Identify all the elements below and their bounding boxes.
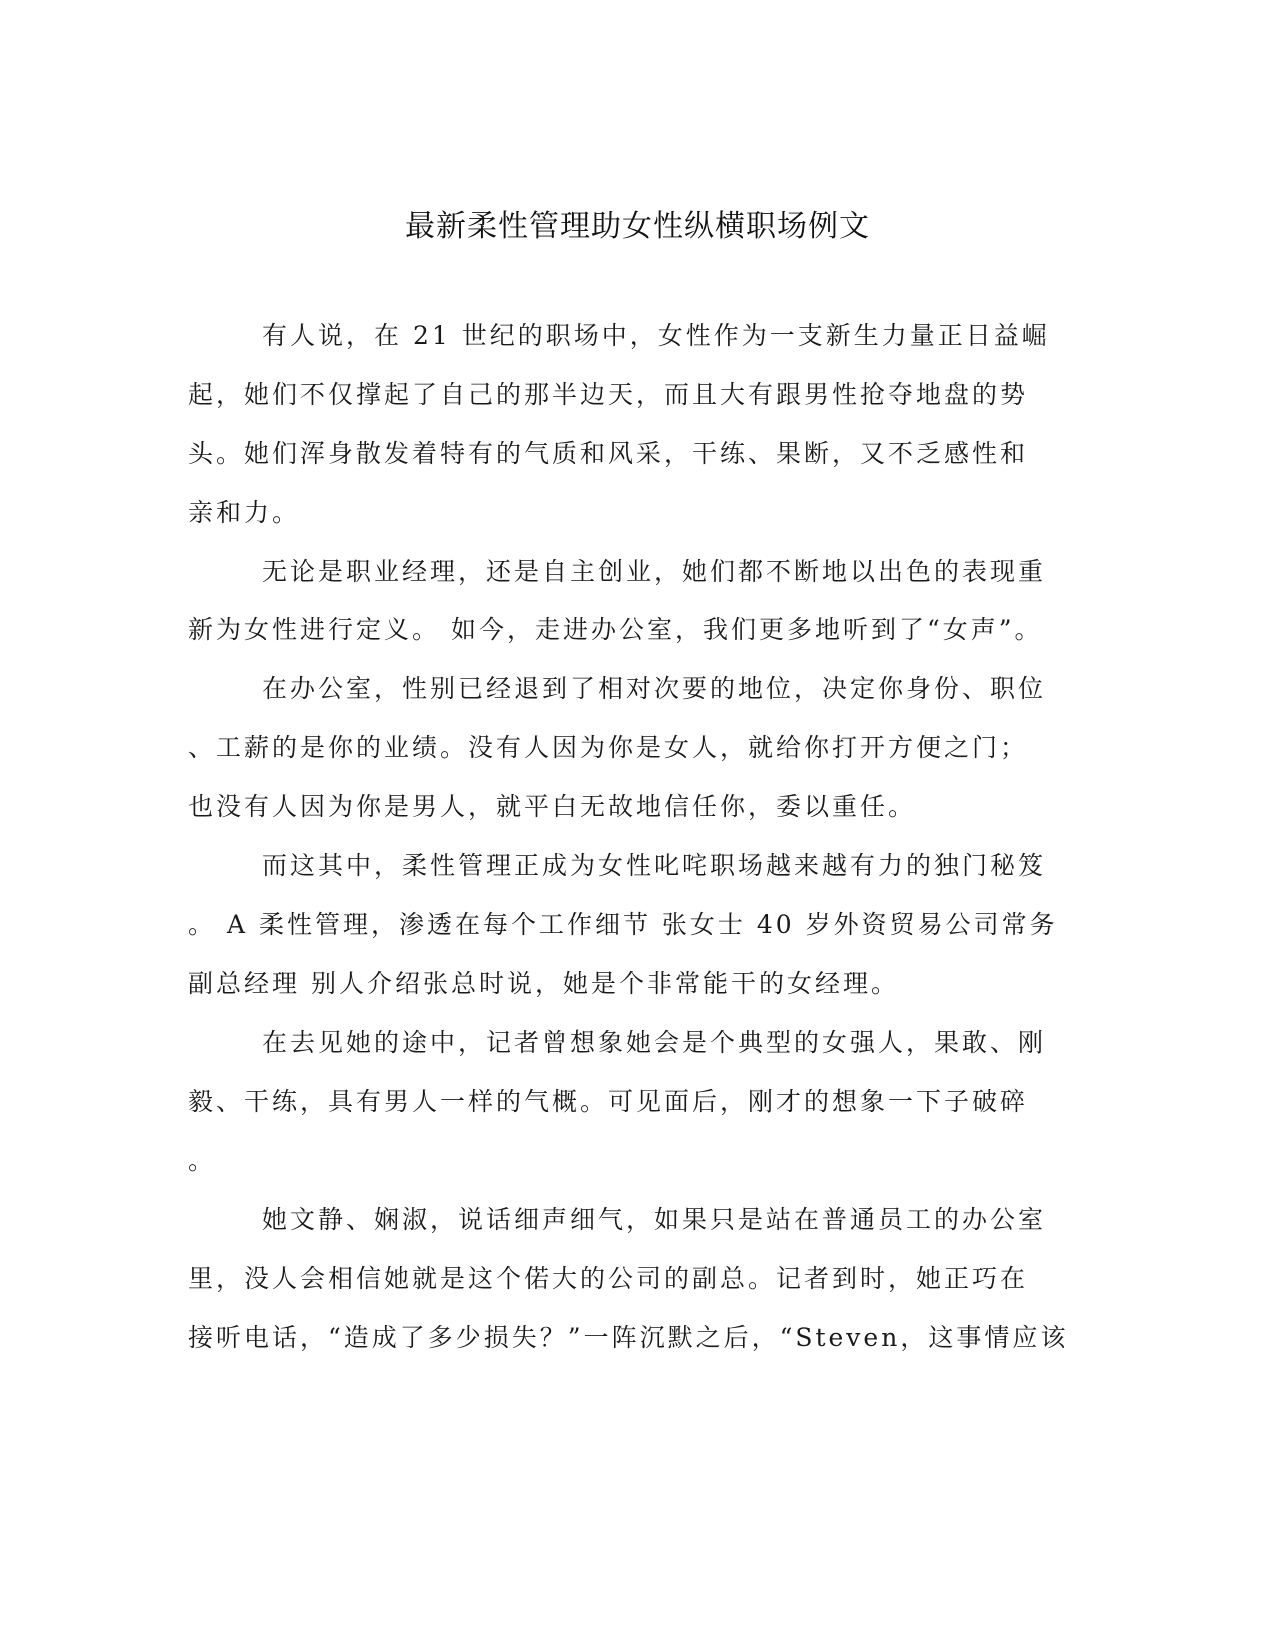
- text-line: 无论是职业经理，还是自主创业，她们都不断地以出色的表现重: [262, 557, 1047, 586]
- text-line: 头。她们浑身散发着特有的气质和风采，干练、果断，又不乏感性和: [188, 439, 1029, 468]
- text-line: 起，她们不仅撑起了自己的那半边天，而且大有跟男性抢夺地盘的势: [188, 380, 1029, 409]
- text-line: 接听电话，“造成了多少损失？”一阵沉默之后，“Steven，这事情应该: [188, 1323, 1069, 1352]
- text-line: 有人说，在 21 世纪的职场中，女性作为一支新生力量正日益崛: [262, 321, 1050, 350]
- text-line: 在办公室，性别已经退到了相对次要的地位，决定你身份、职位: [262, 674, 1047, 703]
- text-line: 、工薪的是你的业绩。没有人因为你是女人，就给你打开方便之门；: [188, 733, 1029, 762]
- text-line: 新为女性进行定义。 如今，走进办公室，我们更多地听到了“女声”。: [188, 615, 1043, 644]
- text-line: 亲和力。: [188, 498, 301, 527]
- text-line: 毅、干练，具有男人一样的气概。可见面后，刚才的想象一下子破碎: [188, 1087, 1029, 1116]
- text-line: 在去见她的途中，记者曾想象她会是个典型的女强人，果敢、刚: [262, 1028, 1047, 1057]
- text-line: 里，没人会相信她就是这个偌大的公司的副总。记者到时，她正巧在: [188, 1264, 1029, 1293]
- text-line: 也没有人因为你是男人，就平白无故地信任你，委以重任。: [188, 792, 917, 821]
- text-line: 。 A 柔性管理，渗透在每个工作细节 张女士 40 岁外资贸易公司常务: [188, 910, 1058, 939]
- text-line: 。: [188, 1146, 217, 1175]
- text-line: 她文静、娴淑，说话细声细气，如果只是站在普通员工的办公室: [262, 1205, 1047, 1234]
- text-line: 副总经理 别人介绍张总时说，她是个非常能干的女经理。: [188, 969, 899, 998]
- document-title: 最新柔性管理助女性纵横职场例文: [405, 209, 870, 244]
- text-line: 而这其中，柔性管理正成为女性叱咤职场越来越有力的独门秘笈: [262, 851, 1047, 880]
